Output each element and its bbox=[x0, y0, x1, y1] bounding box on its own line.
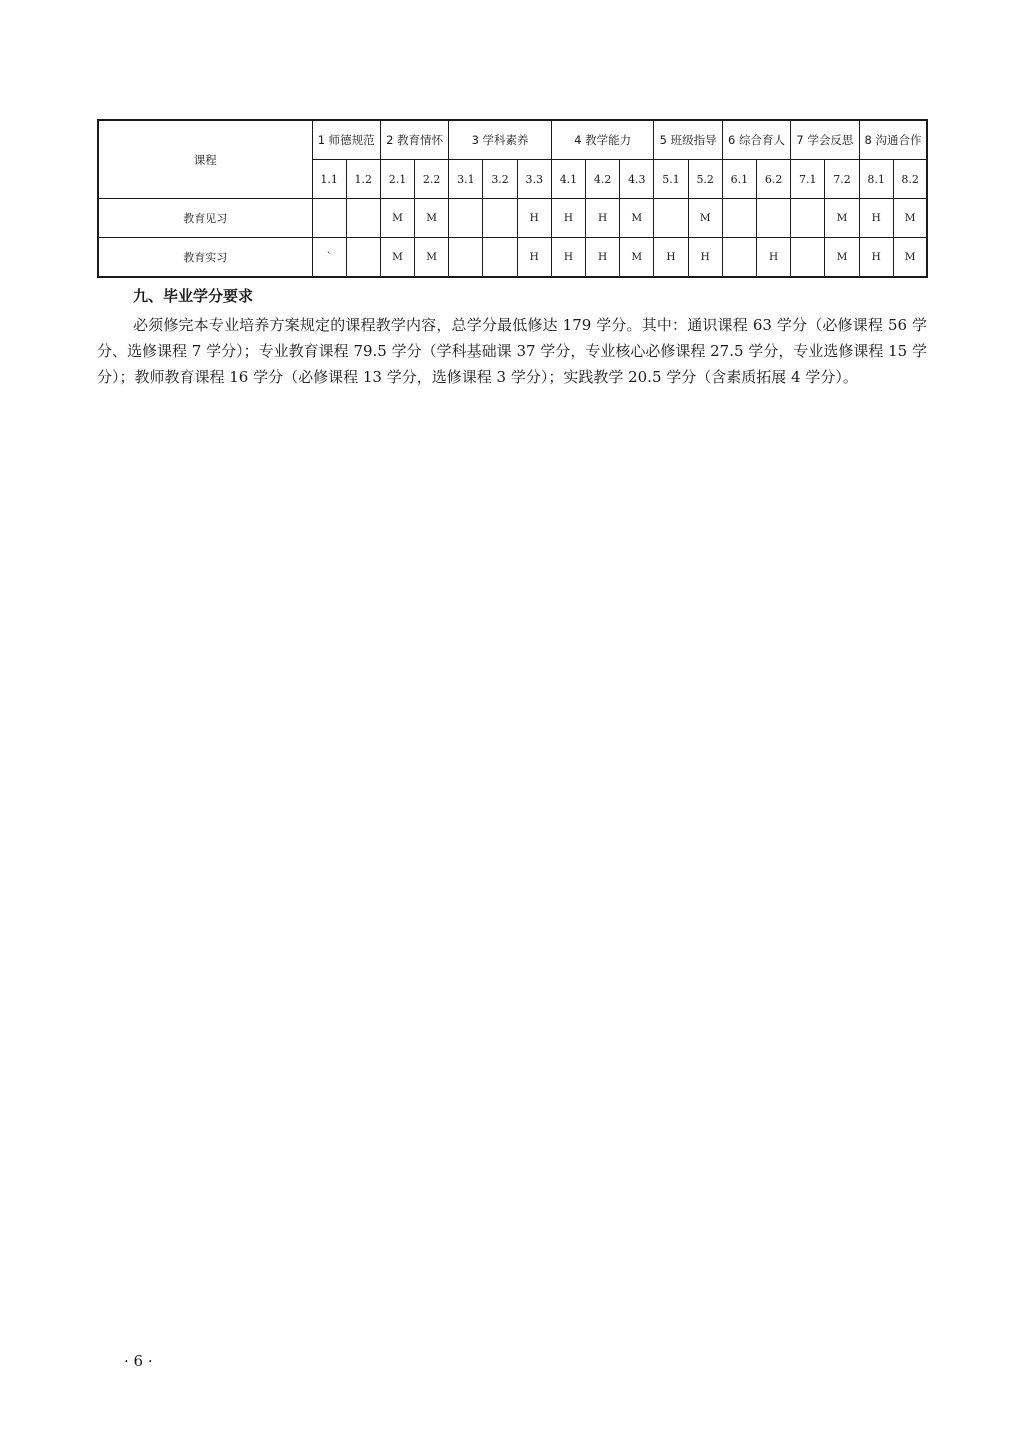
course-name-cell: 教育见习 bbox=[98, 199, 312, 238]
sub-indicator-header: 2.2 bbox=[415, 160, 449, 199]
support-level-cell: M bbox=[620, 199, 654, 238]
support-level-cell: M bbox=[893, 238, 927, 278]
sub-indicator-header: 3.3 bbox=[517, 160, 551, 199]
support-level-cell: M bbox=[415, 238, 449, 278]
course-name-cell: 教育实习 bbox=[98, 238, 312, 278]
support-level-cell: M bbox=[380, 238, 414, 278]
sub-indicator-header: 3.2 bbox=[483, 160, 517, 199]
page-number: · 6 · bbox=[124, 1352, 153, 1370]
sub-indicator-header: 4.3 bbox=[620, 160, 654, 199]
sub-indicator-header: 1.2 bbox=[346, 160, 380, 199]
sub-indicator-header: 5.1 bbox=[654, 160, 688, 199]
group-header: 5 班级指导 bbox=[654, 120, 722, 160]
sub-indicator-header: 8.2 bbox=[893, 160, 927, 199]
table-row bbox=[98, 238, 927, 278]
support-level-cell: M bbox=[380, 199, 414, 238]
group-header: 1 师德规范 bbox=[312, 120, 380, 160]
support-level-cell bbox=[346, 238, 380, 278]
group-header: 2 教育情怀 bbox=[380, 120, 448, 160]
group-header: 8 沟通合作 bbox=[859, 120, 927, 160]
course-requirement-matrix bbox=[97, 119, 928, 278]
support-level-cell: H bbox=[586, 238, 620, 278]
support-level-cell: M bbox=[893, 199, 927, 238]
support-level-cell bbox=[449, 199, 483, 238]
support-level-cell bbox=[483, 238, 517, 278]
matrix-body bbox=[98, 199, 927, 278]
group-header: 3 学科素养 bbox=[449, 120, 552, 160]
support-level-cell bbox=[791, 238, 825, 278]
sub-indicator-header: 4.1 bbox=[551, 160, 585, 199]
sub-indicator-header: 3.1 bbox=[449, 160, 483, 199]
support-level-cell bbox=[722, 238, 756, 278]
sub-indicator-header: 5.2 bbox=[688, 160, 722, 199]
support-level-cell bbox=[449, 238, 483, 278]
support-level-cell bbox=[722, 199, 756, 238]
group-header: 4 教学能力 bbox=[551, 120, 654, 160]
section-title: 九、毕业学分要求 bbox=[133, 287, 254, 305]
group-header: 7 学会反思 bbox=[791, 120, 859, 160]
support-level-cell: H bbox=[688, 238, 722, 278]
support-level-cell: H bbox=[654, 238, 688, 278]
sub-indicator-header: 2.1 bbox=[380, 160, 414, 199]
support-level-cell: M bbox=[688, 199, 722, 238]
course-column-header: 课程 bbox=[98, 120, 312, 199]
sub-indicator-header: 8.1 bbox=[859, 160, 893, 199]
support-level-cell bbox=[483, 199, 517, 238]
sub-indicator-header: 6.2 bbox=[756, 160, 790, 199]
table-row bbox=[98, 199, 927, 238]
support-level-cell: H bbox=[517, 238, 551, 278]
support-level-cell: H bbox=[551, 199, 585, 238]
group-header: 6 综合育人 bbox=[722, 120, 790, 160]
support-level-cell: ` bbox=[312, 238, 346, 278]
support-level-cell: H bbox=[551, 238, 585, 278]
sub-indicator-header: 7.1 bbox=[791, 160, 825, 199]
sub-indicator-header: 6.1 bbox=[722, 160, 756, 199]
support-level-cell bbox=[312, 199, 346, 238]
sub-indicator-header: 4.2 bbox=[586, 160, 620, 199]
support-level-cell bbox=[791, 199, 825, 238]
support-level-cell: H bbox=[517, 199, 551, 238]
support-level-cell bbox=[756, 199, 790, 238]
support-level-cell bbox=[346, 199, 380, 238]
sub-indicator-header: 1.1 bbox=[312, 160, 346, 199]
credit-requirement-paragraph: 必须修完本专业培养方案规定的课程教学内容，总学分最低修达 179 学分。其中：通识课程 63 学分（必修课程 56 学分、选修课程 7 学分）；专业教育课程 79.5 学分（学科基础课 37 学分，专业核心必修课程 27.5 学分，专业选修课程 15 学分）；教师教育课程 16 学分（必修课程 13 学分，选修课程 3 学分）；实践教学 20.5 学分（含素质拓展 4 学分）。 bbox=[97, 316, 927, 386]
support-level-cell: M bbox=[825, 238, 859, 278]
sub-indicator-header: 7.2 bbox=[825, 160, 859, 199]
support-level-cell: H bbox=[859, 238, 893, 278]
support-level-cell: M bbox=[415, 199, 449, 238]
support-level-cell: H bbox=[756, 238, 790, 278]
support-level-cell: H bbox=[859, 199, 893, 238]
support-level-cell: M bbox=[825, 199, 859, 238]
support-level-cell bbox=[654, 199, 688, 238]
support-level-cell: H bbox=[586, 199, 620, 238]
group-header-row bbox=[98, 120, 927, 160]
support-level-cell: M bbox=[620, 238, 654, 278]
